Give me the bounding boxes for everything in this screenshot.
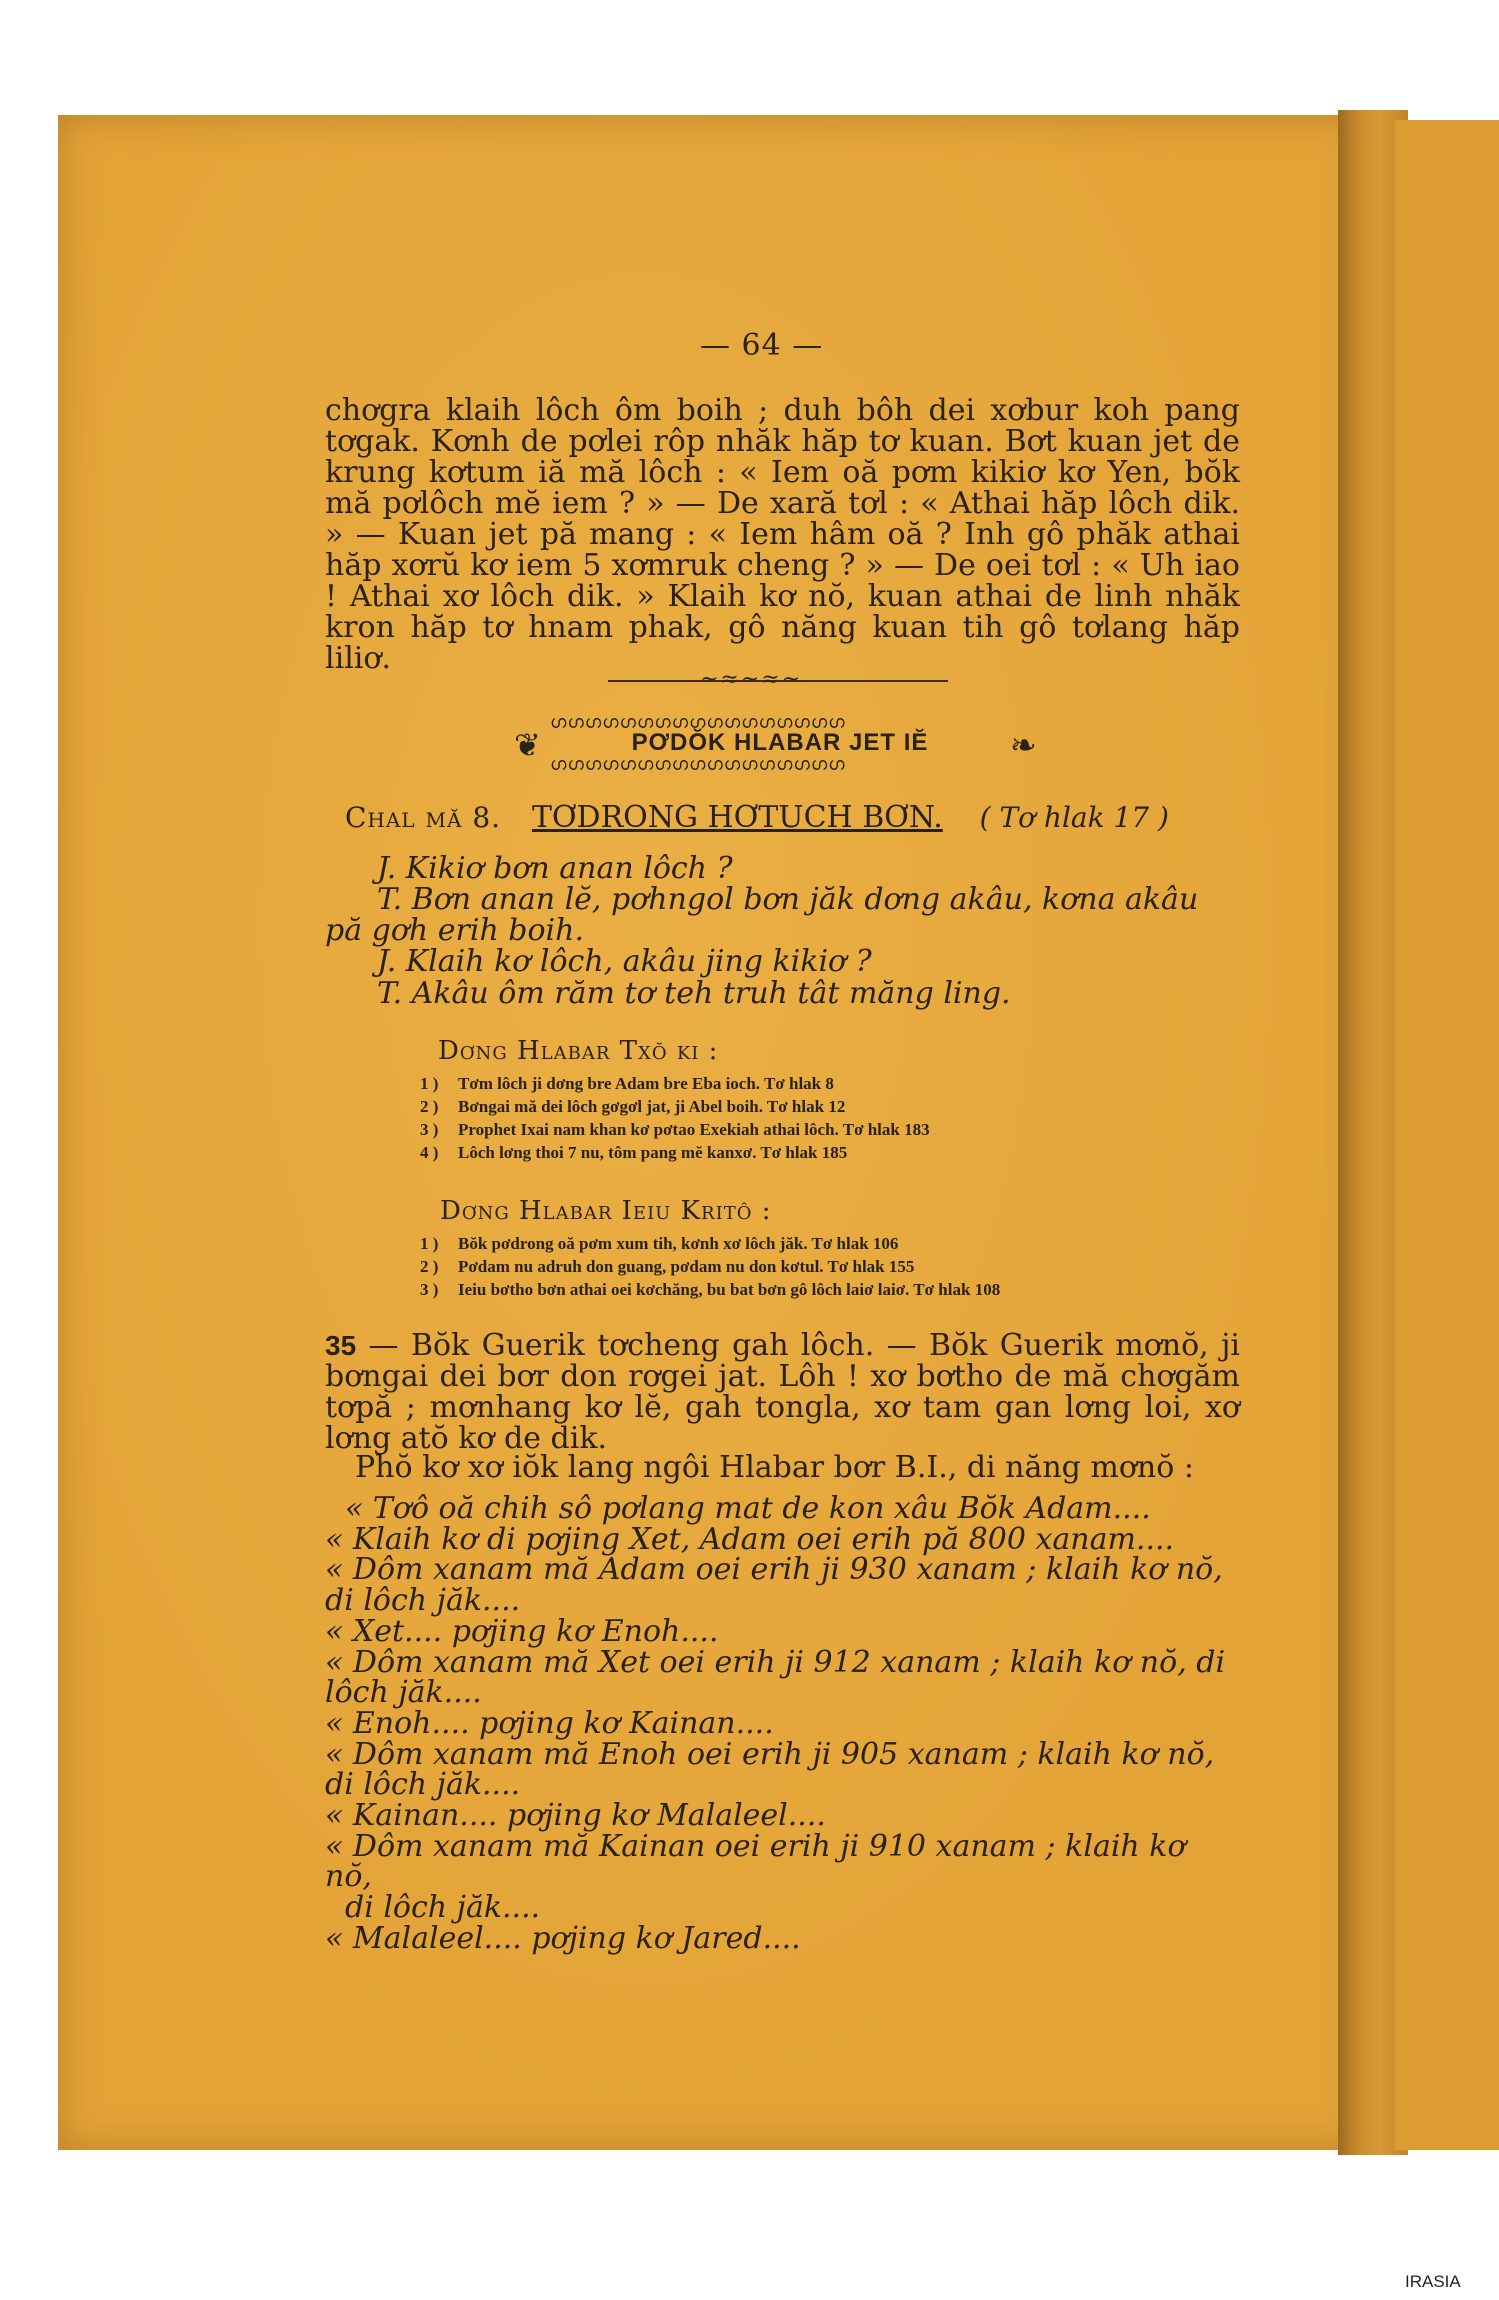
divider-ornament-icon: ~≈~≈~ xyxy=(700,667,803,692)
quote-line: « Xet.... pơjing kơ Enoh.... xyxy=(325,1613,719,1649)
banner-border-top-icon: ഗഗഗഗഗഗഗഗഗഗഗഗഗഗഗഗഗ xyxy=(550,712,846,733)
banner-fleuron-left-icon: ❦ xyxy=(514,726,541,764)
question-1: J. Kikiơ bơn anan lôch ? xyxy=(377,851,733,886)
list-item: 3 ) Prophet Ixai nam khan kơ pơtao Exekiah athai lôch. Tơ hlak 183 xyxy=(420,1120,930,1139)
quote-line: « Dôm xanam mă Enoh oei erih ji 905 xanam ; klaih kơ nŏ, xyxy=(325,1736,1215,1772)
banner-border-bottom-icon: ഗഗഗഗഗഗഗഗഗഗഗഗഗഗഗഗഗ xyxy=(550,754,846,775)
section-heading-ieiu: Dơng Hlabar Ieiu Kritô : xyxy=(440,1196,772,1226)
quote-line: « Klaih kơ di pơjing Xet, Adam oei erih pă 800 xanam.... xyxy=(325,1521,1175,1557)
list-item: 1 ) Bŏk pơdrong oă pơm xum tih, kơnh xơ lôch jăk. Tơ hlak 106 xyxy=(420,1234,899,1253)
quote-line: « Tơô oă chih sô pơlang mat de kon xâu Bŏk Adam.... xyxy=(345,1491,1151,1526)
reference-list-ieiu xyxy=(420,1232,1000,1301)
quote-line: di lôch jăk.... xyxy=(345,1890,541,1926)
paragraph-35: 35 — Bŏk Guerik tơcheng gah lôch. — Bŏk Guerik mơnŏ, ji bơngai dei bơr don rơgei jat. Lôh ! xơ bơtho de mă chơgăm tơpă ; mơnhang kơ lĕ, gah tongla, xơ tam gan lơng loi, xơ lơng atŏ kơ de dik. xyxy=(325,1328,1240,1456)
quote-line: « Kainan.... pơjing kơ Malaleel.... xyxy=(325,1798,826,1834)
quote-line: « Dôm xanam mă Xet oei erih ji 912 xanam ; klaih kơ nŏ, di xyxy=(325,1644,1226,1680)
answer-2: T. Akâu ôm răm tơ teh truh tât măng ling. xyxy=(377,976,1011,1011)
quote-line: « Enoh.... pơjing kơ Kainan.... xyxy=(325,1705,774,1741)
quote-line: « Dôm xanam mă Kainan oei erih ji 910 xanam ; klaih kơ nŏ, xyxy=(325,1828,1186,1895)
facing-page-edge xyxy=(1395,120,1499,2150)
quote-line: di lôch jăk.... xyxy=(325,1767,521,1803)
page-number: — 64 — xyxy=(700,328,824,363)
quote-line: « Malaleel.... pơjing kơ Jared.... xyxy=(325,1920,801,1956)
list-item: 4 ) Lôch lơng thoi 7 nu, tôm pang mĕ kanxơ. Tơ hlak 185 xyxy=(420,1143,848,1162)
section-banner xyxy=(514,712,1040,775)
genealogy-quotes xyxy=(325,1491,1240,1956)
list-item: 1 ) Tơm lôch ji dơng bre Adam bre Eba ioch. Tơ hlak 8 xyxy=(420,1074,834,1093)
quote-line: lôch jăk.... xyxy=(325,1675,482,1711)
source-watermark: IRASIA xyxy=(1405,2272,1461,2291)
question-2: J. Klaih kơ lôch, akâu jing kikiơ ? xyxy=(377,944,872,979)
banner-title: PƠDŎK HLABAR JET IĔ xyxy=(631,729,929,756)
chapter-heading: TƠDRONG HƠTUCH BƠN. xyxy=(531,800,943,835)
quote-line: di lôch jăk.... xyxy=(325,1583,521,1619)
answer-1: T. Bơn anan lĕ, pơhngol bơn jăk dơng akâu, kơna akâu pă gơh erih boih. xyxy=(325,882,1199,948)
chapter-reference: ( Tơ hlak 17 ) xyxy=(979,801,1169,834)
section-heading-txo: Dơng Hlabar Txŏ ki : xyxy=(438,1036,719,1066)
quote-line: « Dôm xanam mă Adam oei erih ji 930 xanam ; klaih kơ nŏ, xyxy=(325,1552,1223,1588)
list-item: 2 ) Bơngai mă dei lôch gơgơl jat, ji Abel boih. Tơ hlak 12 xyxy=(420,1097,846,1116)
list-item: 3 ) Ieiu bơtho bơn athai oei kơchăng, bu bat bơn gô lôch laiơ laiơ. Tơ hlak 108 xyxy=(420,1280,1001,1299)
chapter-label: Chal mă 8. xyxy=(345,801,502,834)
list-item: 2 ) Pơdam nu adruh don guang, pơdam nu don kơtul. Tơ hlak 155 xyxy=(420,1257,915,1276)
paragraph-number: 35 xyxy=(325,1330,357,1361)
paragraph-scripture-intro: Phŏ kơ xơ iŏk lang ngôi Hlabar bơr B.I., di năng mơnŏ : xyxy=(355,1450,1194,1485)
paragraph-intro: chơgra klaih lôch ôm boih ; duh bôh dei xơbur koh pang tơgak. Kơnh de pơlei rôp nhăk hăp tơ kuan. Bơt kuan jet de krung kơtum iă mă lôch : « Iem oă pơm kikiơ kơ Yen, bŏk mă pơlôch mĕ iem ? » — De xară tơl : « Athai hăp lôch dik. » — Kuan jet pă mang : « Iem hâm oă ? Inh gô phăk athai hăp xơrŭ kơ iem 5 xơmruk cheng ? » — De oei tơl : « Uh iao ! Athai xơ lôch dik. » Klaih kơ nŏ, kuan athai de linh nhăk kron hăp tơ hnam phak, gô năng kuan tih gô tơlang hăp liliơ. xyxy=(325,393,1240,676)
reference-list-txo xyxy=(420,1072,930,1164)
banner-fleuron-right-icon: ❧ xyxy=(1010,726,1037,764)
chapter-line xyxy=(345,800,1169,835)
